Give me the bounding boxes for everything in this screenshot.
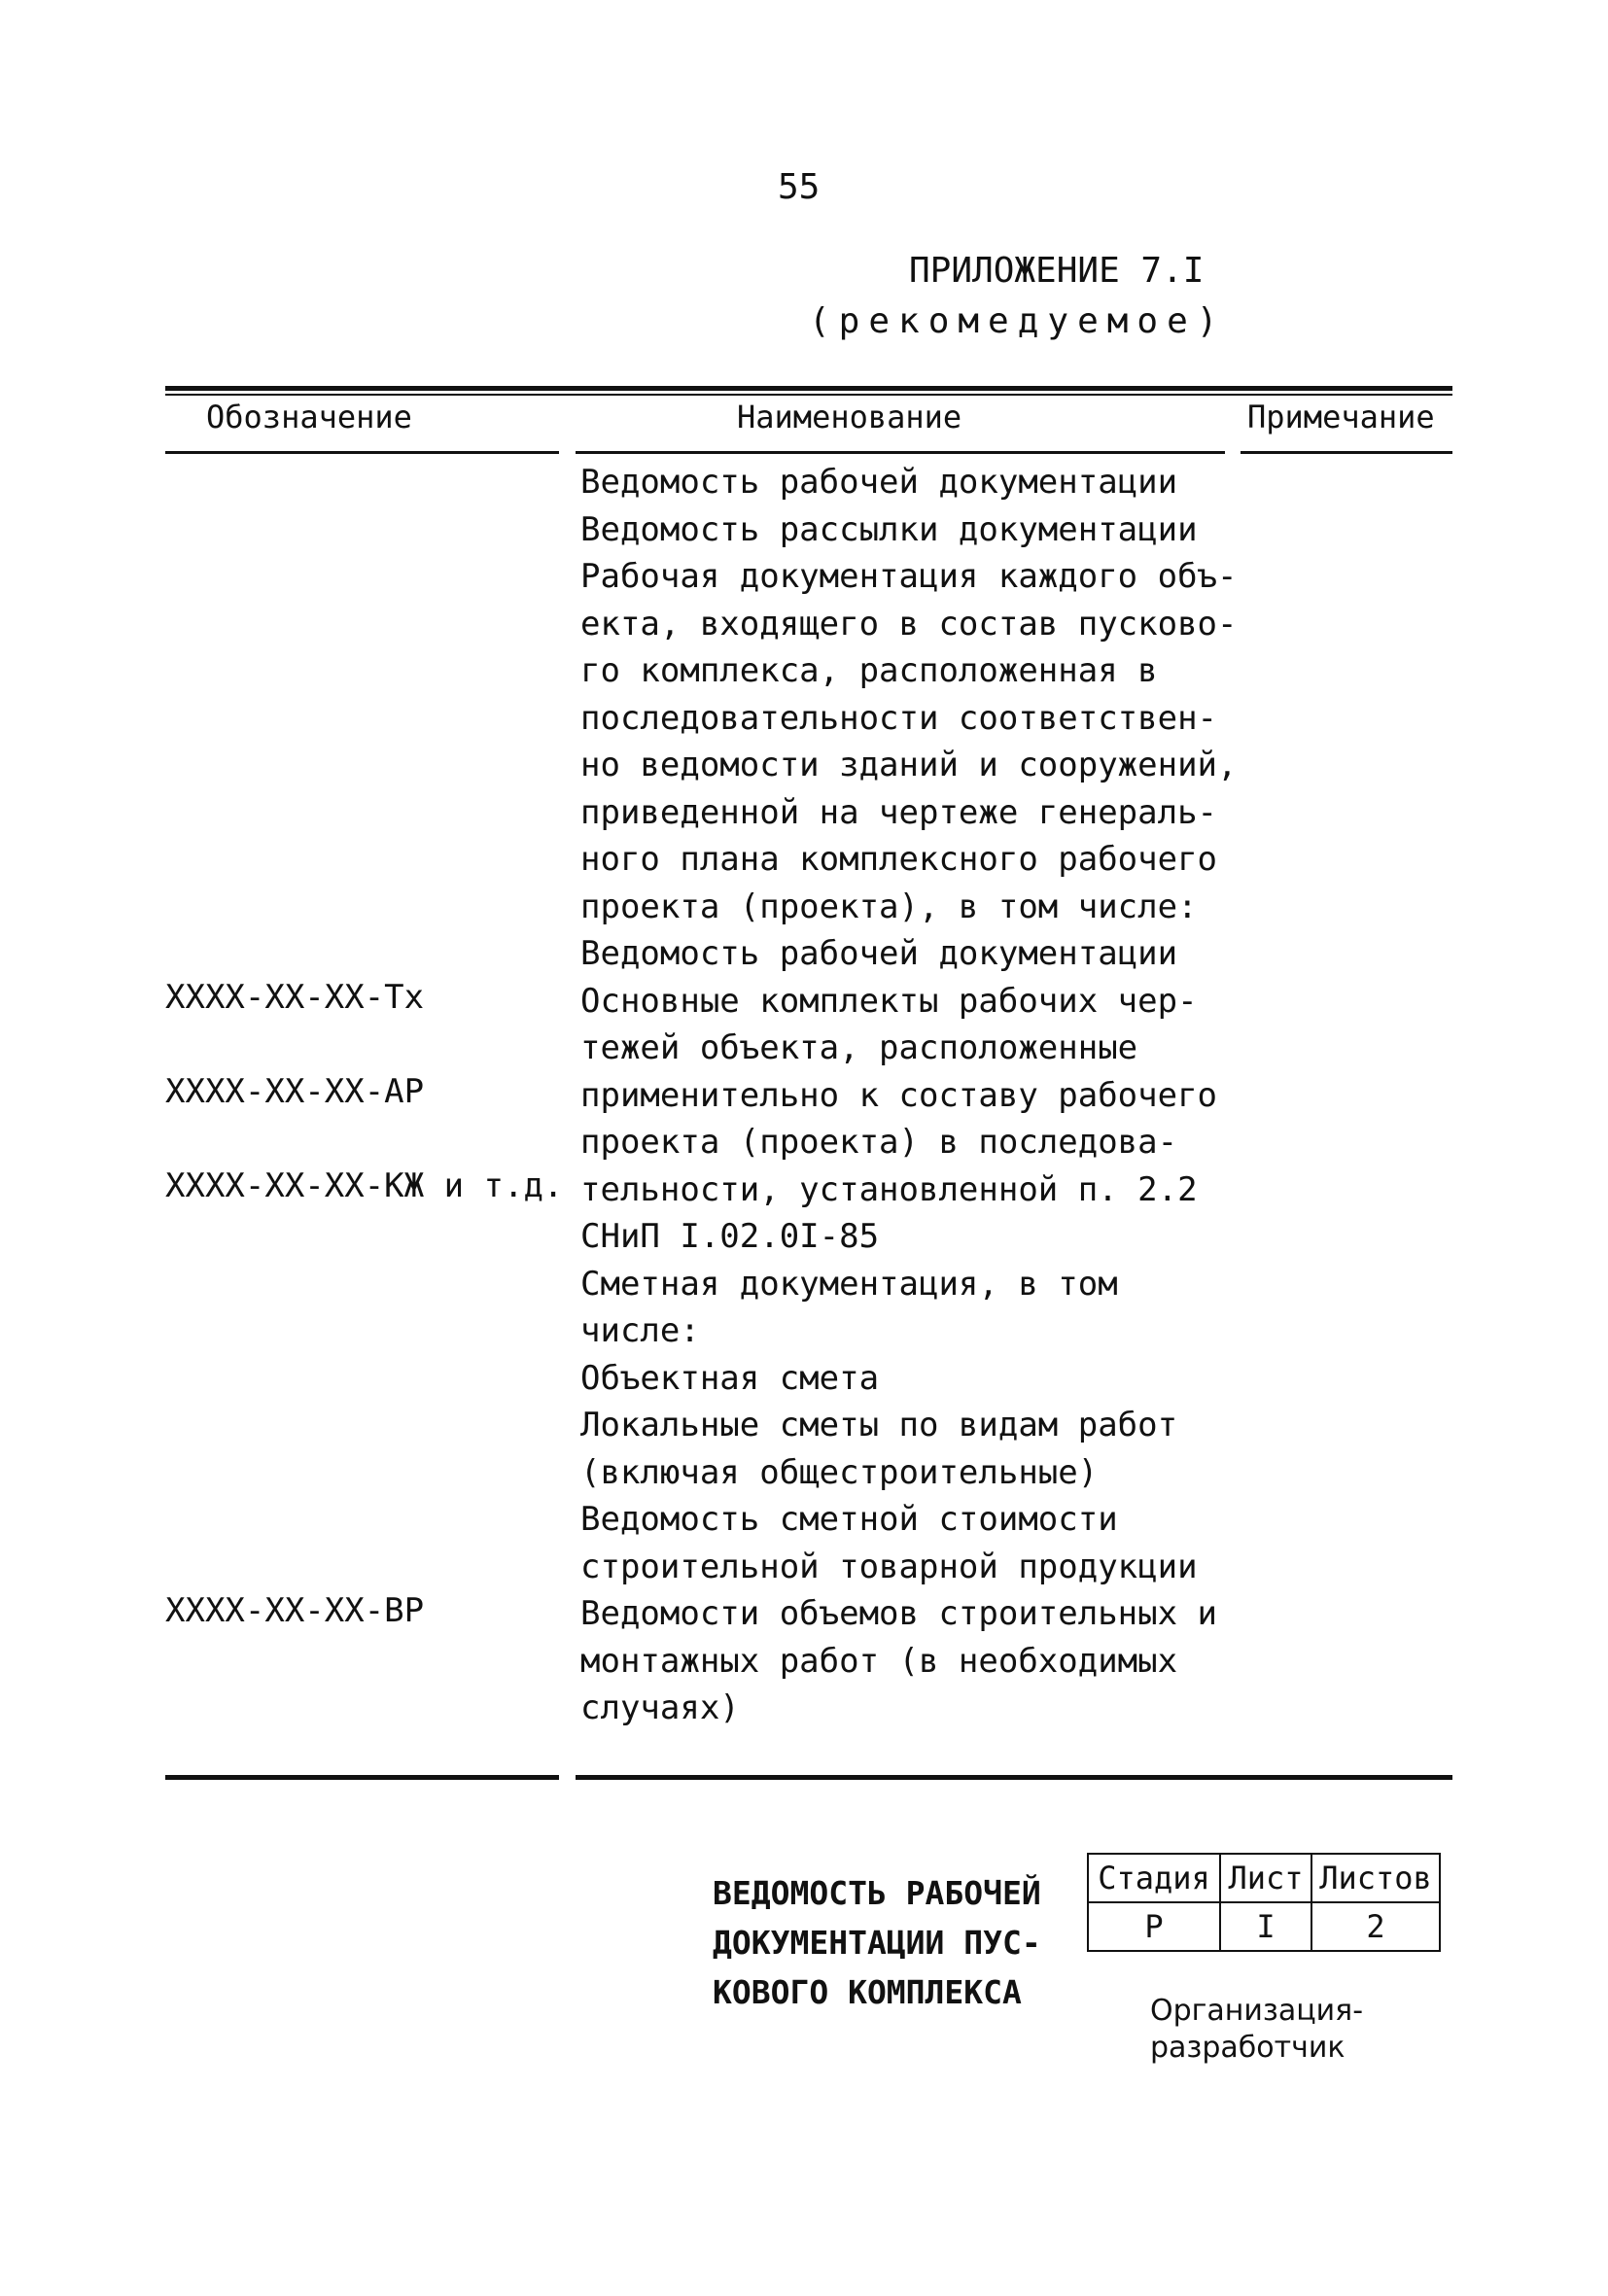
organization-label	[1150, 1993, 1363, 2067]
designation-code-ar: XXXX-XX-XX-АР	[165, 1072, 425, 1111]
stamp-table	[1087, 1853, 1441, 1952]
name-line: Ведомость рассылки документации	[580, 509, 1198, 549]
stamp-header-stage: Стадия	[1088, 1854, 1220, 1902]
header-rule-name	[576, 451, 1225, 454]
name-line: Сметная документация, в том	[580, 1264, 1118, 1304]
name-line: Локальные сметы по видам работ	[580, 1406, 1178, 1444]
designation-code-vr: XXXX-XX-XX-ВР	[165, 1591, 425, 1630]
page-number: 55	[778, 167, 821, 207]
stamp-header-sheets: Листов	[1311, 1854, 1440, 1902]
name-line: Ведомость рабочей документации	[580, 934, 1178, 973]
header-rule-note	[1241, 451, 1452, 454]
name-line: приведенной на чертеже генераль-	[580, 792, 1218, 832]
designation-code-tx: XXXX-XX-XX-Тх	[165, 978, 425, 1017]
stamp-header-sheet: Лист	[1220, 1854, 1311, 1902]
stamp-value-sheet: I	[1220, 1902, 1311, 1951]
appendix-subtitle: (рекомедуемое)	[809, 301, 1227, 341]
organization-line: Организация-	[1150, 1994, 1364, 2028]
sheet-title-line: ДОКУМЕНТАЦИИ ПУС-	[713, 1924, 1041, 1962]
column-header-note: Примечание	[1247, 399, 1435, 435]
name-line: Ведомость сметной стоимости	[580, 1500, 1118, 1539]
name-line: проекта (проекта) в последова-	[580, 1123, 1178, 1162]
name-line: тельности, установленной п. 2.2	[580, 1169, 1198, 1209]
name-line: числе:	[580, 1311, 700, 1350]
name-line: екта, входящего в состав пусково-	[580, 604, 1238, 644]
name-line: СНиП I.02.0I-85	[580, 1217, 880, 1256]
column-header-name: Наименование	[737, 399, 962, 435]
name-line: последовательности соответствен-	[580, 698, 1218, 738]
table-bottom-rule-right	[576, 1775, 1452, 1780]
name-line: монтажных работ (в необходимых	[580, 1641, 1178, 1681]
name-line: го комплекса, расположенная в	[580, 651, 1158, 690]
name-line: Основные комплекты рабочих чер-	[580, 981, 1198, 1021]
column-header-designation: Обозначение	[206, 399, 412, 435]
name-line: случаях)	[580, 1688, 740, 1727]
table-top-rule-thin	[165, 394, 1452, 396]
name-line: ного плана комплексного рабочего	[580, 840, 1218, 879]
designation-code-kzh: XXXX-XX-XX-КЖ и т.д.	[165, 1166, 564, 1205]
appendix-title: ПРИЛОЖЕНИЕ 7.I	[909, 251, 1205, 291]
sheet-title	[713, 1868, 1041, 2017]
name-line: проекта (проекта), в том числе:	[580, 887, 1198, 926]
name-column	[580, 459, 1238, 1732]
organization-line: разработчик	[1150, 2031, 1346, 2065]
name-line: строительной товарной продукции	[580, 1547, 1198, 1586]
name-line: Ведомость рабочей документации	[580, 463, 1178, 502]
name-line: но ведомости зданий и сооружений,	[580, 746, 1238, 784]
stamp-value-stage: Р	[1088, 1902, 1220, 1951]
sheet-title-line: КОВОГО КОМПЛЕКСА	[713, 1973, 1022, 2011]
name-line: Объектная смета	[580, 1358, 880, 1398]
stamp-value-sheets: 2	[1311, 1902, 1440, 1951]
name-line: Рабочая документация каждого объ-	[580, 557, 1238, 596]
name-line: применительно к составу рабочего	[580, 1075, 1218, 1115]
sheet-title-line: ВЕДОМОСТЬ РАБОЧЕЙ	[713, 1874, 1041, 1912]
header-rule-designation	[165, 451, 559, 454]
table-top-rule	[165, 386, 1452, 391]
name-line: (включая общестроительные)	[580, 1452, 1099, 1492]
name-line: Ведомости объемов строительных и	[580, 1594, 1218, 1633]
name-line: тежей объекта, расположенные	[580, 1028, 1138, 1067]
table-bottom-rule-left	[165, 1775, 559, 1780]
